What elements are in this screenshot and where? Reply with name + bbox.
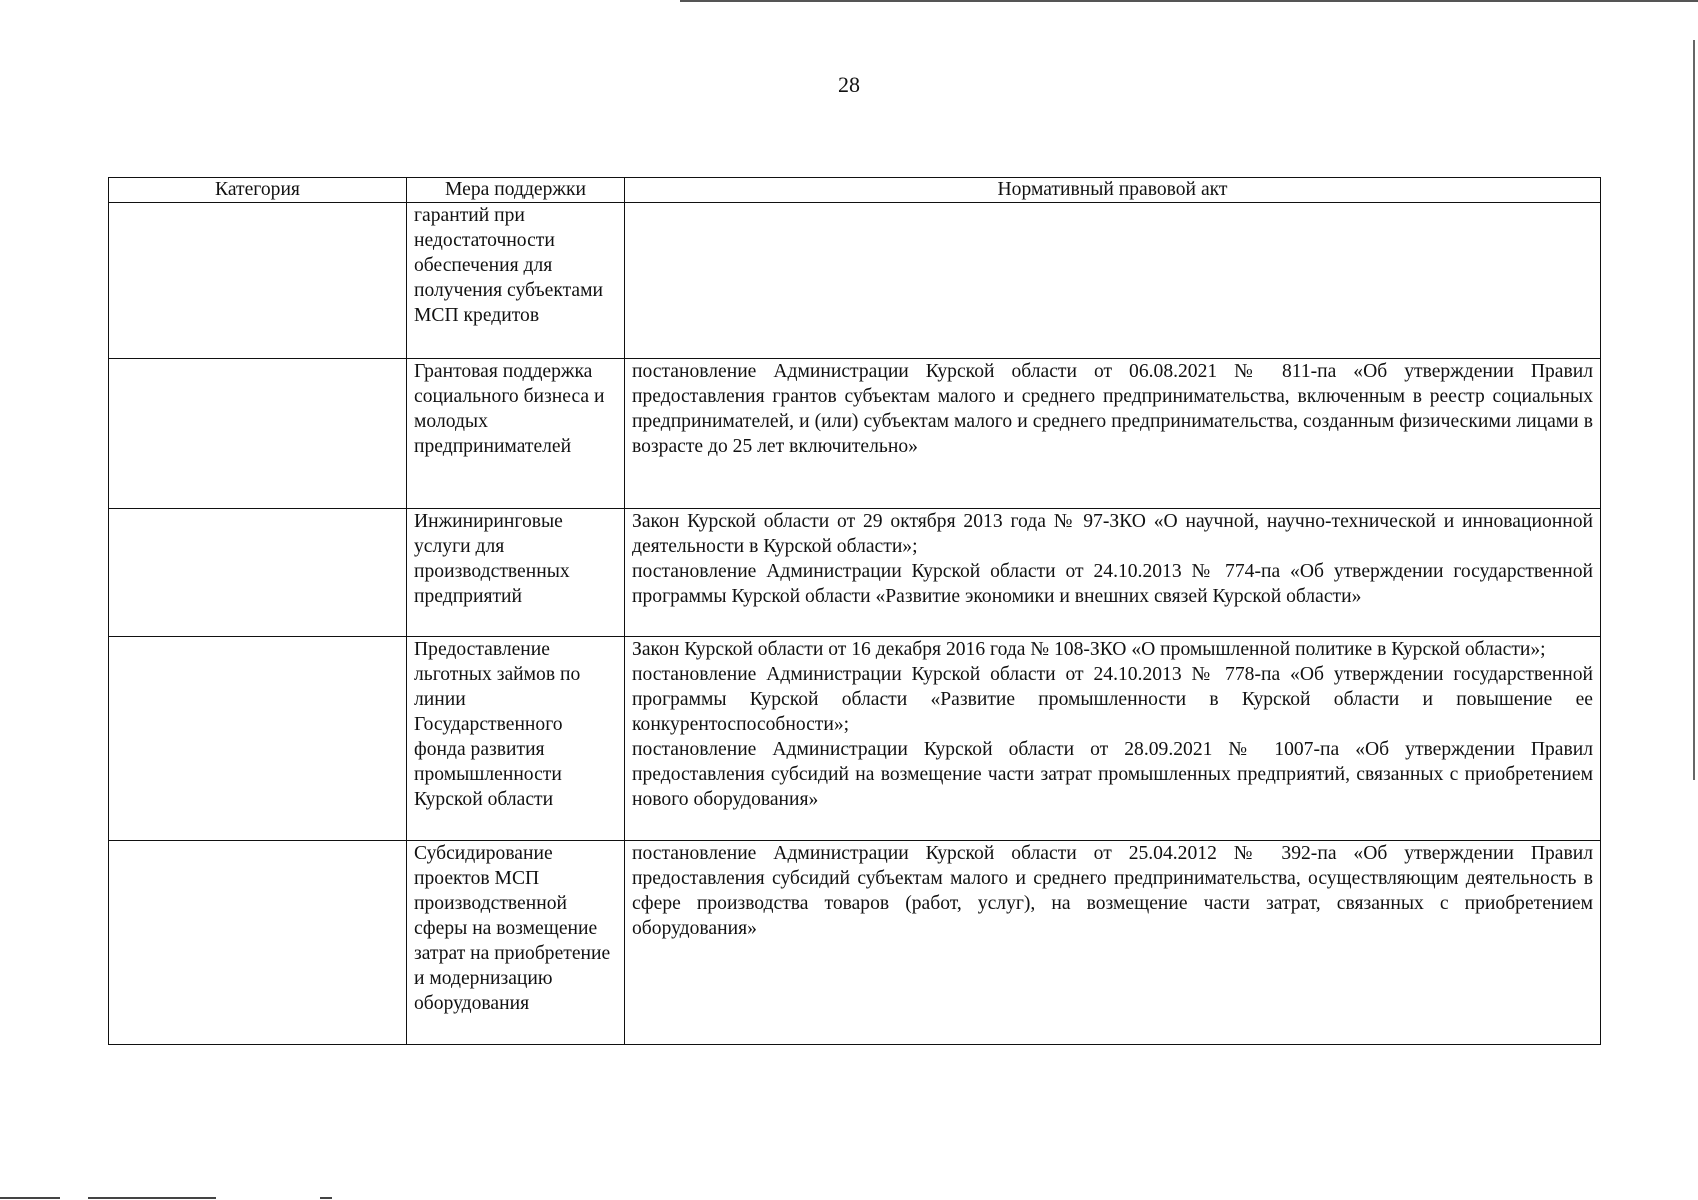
scan-edge-line (1693, 40, 1695, 780)
act-entry: Закон Курской области от 16 декабря 2016 года № 108-ЗКО «О промышленной политике в Курской области»; (632, 639, 1546, 660)
act-cell (625, 203, 1601, 359)
scan-artifact-dash (88, 1197, 216, 1199)
act-entry: Закон Курской области от 29 октября 2013 года № 97-ЗКО «О научной, научно-технической и инновационной деятельности в Курской области»; (632, 511, 1593, 557)
act-cell (625, 637, 1601, 841)
table-header-row (109, 178, 1601, 203)
measure-cell: Инжиниринговые услуги для производственных предприятий (407, 509, 625, 637)
category-cell (109, 509, 407, 637)
category-cell (109, 359, 407, 509)
scan-edge-line (680, 0, 1698, 2)
table-row (109, 841, 1601, 1045)
measure-cell: гарантий при недостаточности обеспечения для получения субъектами МСП кредитов (407, 203, 625, 359)
act-entry: постановление Администрации Курской области от 24.10.2013 № 778-па «Об утверждении государственной программы Курской области «Развитие промышленности в Курской области и повышение ее конкурентоспособности»; (632, 664, 1593, 735)
act-entry: постановление Администрации Курской области от 25.04.2012 № 392-па «Об утверждении Правил предоставления субсидий субъектам малого и среднего предпринимательства, осуществляющим деятельность в сфере производства товаров (работ, услуг), на возмещение части затрат, связанных с приобретением оборудования» (632, 843, 1593, 939)
act-entry: постановление Администрации Курской области от 24.10.2013 № 774-па «Об утверждении государственной программы Курской области «Развитие экономики и внешних связей Курской области» (632, 561, 1593, 607)
header-category: Категория (109, 178, 407, 203)
act-entry: постановление Администрации Курской области от 28.09.2021 № 1007-па «Об утверждении Правил предоставления субсидий на возмещение части затрат промышленных предприятий, связанных с приобретением нового оборудования» (632, 739, 1593, 810)
header-measure: Мера поддержки (407, 178, 625, 203)
table-row (109, 637, 1601, 841)
scan-artifact-dash (320, 1197, 332, 1199)
act-cell (625, 359, 1601, 509)
category-cell (109, 841, 407, 1045)
act-cell (625, 509, 1601, 637)
measure-cell: Предоставление льготных займов по линии Государственного фонда развития промышленности Курской области (407, 637, 625, 841)
category-cell (109, 637, 407, 841)
act-entry: постановление Администрации Курской области от 06.08.2021 № 811-па «Об утверждении Правил предоставления грантов субъектам малого и среднего предпринимательства, включенным в реестр социальных предпринимателей, и (или) субъектам малого и среднего предпринимательства, созданным физическими лицами в возрасте до 25 лет включительно» (632, 361, 1593, 457)
header-act: Нормативный правовой акт (625, 178, 1601, 203)
measure-cell: Грантовая поддержка социального бизнеса и молодых предпринимателей (407, 359, 625, 509)
scan-artifact-dash (0, 1197, 60, 1199)
category-cell (109, 203, 407, 359)
measure-cell: Субсидирование проектов МСП производственной сферы на возмещение затрат на приобретение и модернизацию оборудования (407, 841, 625, 1045)
act-cell (625, 841, 1601, 1045)
page-number: 28 (838, 72, 860, 97)
table-row (109, 203, 1601, 359)
support-measures-table (108, 177, 1601, 1045)
table-row (109, 509, 1601, 637)
table-row (109, 359, 1601, 509)
